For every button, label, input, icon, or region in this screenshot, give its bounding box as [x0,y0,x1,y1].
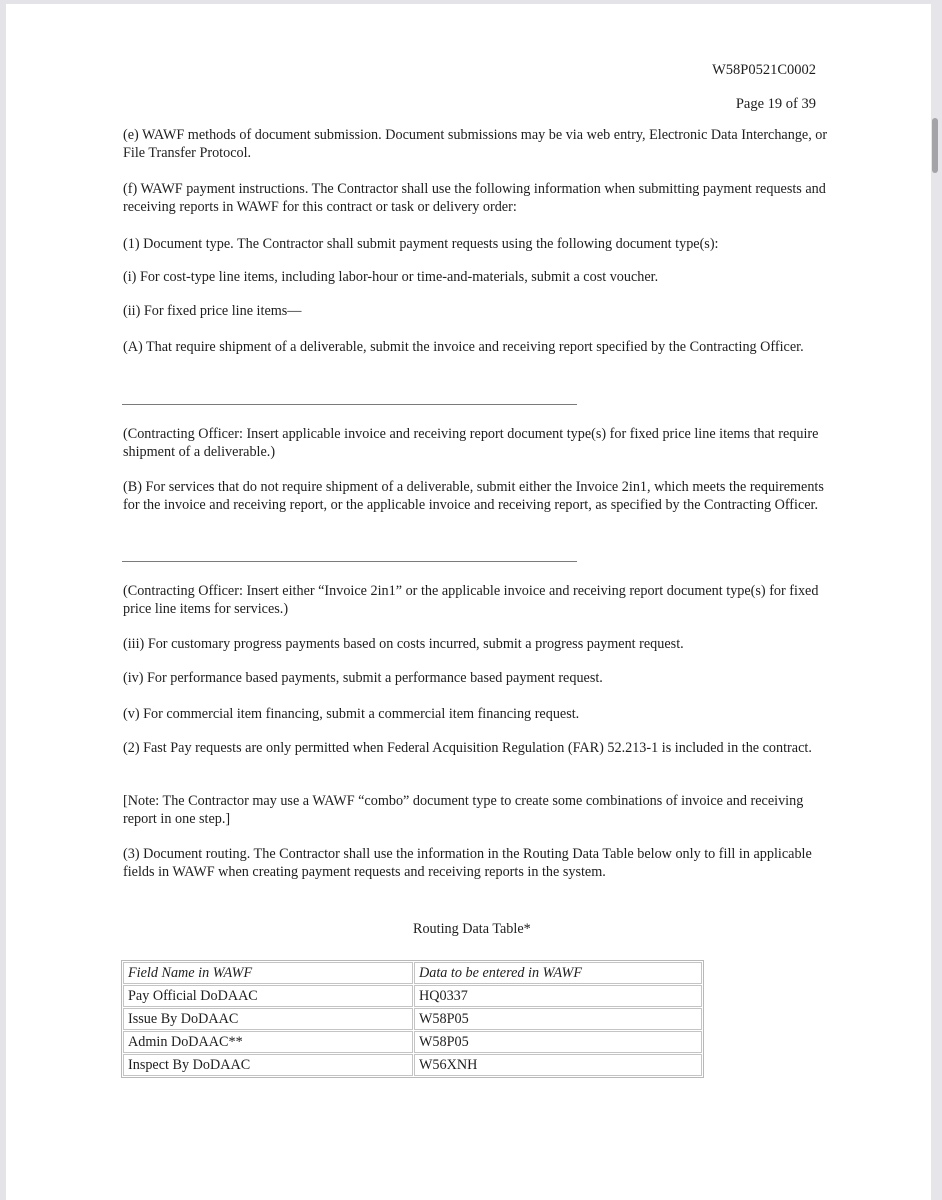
paragraph-e: (e) WAWF methods of document submission. Document submissions may be via web entry, Electronic Data Interchange, or File Transfer Protocol. [123,127,828,161]
paragraph-1-ii-B: (B) For services that do not require shipment of a deliverable, submit either the Invoice 2in1, which meets the requirements for the invoice and receiving report, or the applicable invoice and receiving report, as specified by the Contracting Officer. [123,479,824,513]
scrollbar-thumb[interactable] [932,118,938,173]
table-row [123,1054,702,1076]
field-value-cell: W58P05 [414,1008,702,1030]
table-row [123,1031,702,1053]
page-number: Page 19 of 39 [735,96,816,112]
fill-in-line-A [122,404,577,405]
routing-table-title: Routing Data Table* [413,921,531,937]
document-page [6,4,931,1200]
table-row [123,985,702,1007]
contracting-officer-note-A: (Contracting Officer: Insert applicable invoice and receiving report document type(s) for fixed price line items that require shipment of a deliverable.) [123,426,819,460]
field-name-cell: Issue By DoDAAC [123,1008,413,1030]
paragraph-2-fast-pay: (2) Fast Pay requests are only permitted when Federal Acquisition Regulation (FAR) 52.213-1 is included in the contract. [123,740,812,756]
fill-in-line-B [122,561,577,562]
paragraph-1-i: (i) For cost-type line items, including labor-hour or time-and-materials, submit a cost voucher. [123,269,659,285]
field-name-cell: Pay Official DoDAAC [123,985,413,1007]
paragraph-1-v: (v) For commercial item financing, submit a commercial item financing request. [123,706,580,722]
routing-data-table [121,960,704,1078]
field-value-cell: HQ0337 [414,985,702,1007]
vertical-scrollbar[interactable] [931,0,942,1200]
field-name-cell: Admin DoDAAC** [123,1031,413,1053]
paragraph-f: (f) WAWF payment instructions. The Contractor shall use the following information when submitting payment requests and receiving reports in WAWF for this contract or task or delivery order: [123,181,826,215]
contract-number: W58P0521C0002 [712,62,816,78]
paragraph-1-iv: (iv) For performance based payments, submit a performance based payment request. [123,670,603,686]
column-header-data: Data to be entered in WAWF [414,962,702,984]
field-value-cell: W56XNH [414,1054,702,1076]
paragraph-1-iii: (iii) For customary progress payments based on costs incurred, submit a progress payment request. [123,636,684,652]
table-header-row [123,962,702,984]
column-header-field-name: Field Name in WAWF [123,962,413,984]
field-name-cell: Inspect By DoDAAC [123,1054,413,1076]
paragraph-1-ii: (ii) For fixed price line items— [123,303,302,319]
contracting-officer-note-B: (Contracting Officer: Insert either “Invoice 2in1” or the applicable invoice and receiving report document type(s) for fixed price line items for services.) [123,583,819,617]
paragraph-3-document-routing: (3) Document routing. The Contractor shall use the information in the Routing Data Table below only to fill in applicable fields in WAWF when creating payment requests and receiving reports in the system. [123,846,812,880]
paragraph-note-combo: [Note: The Contractor may use a WAWF “combo” document type to create some combinations of invoice and receiving report in one step.] [123,793,804,827]
field-value-cell: W58P05 [414,1031,702,1053]
paragraph-1-ii-A: (A) That require shipment of a deliverable, submit the invoice and receiving report specified by the Contracting Officer. [123,339,804,355]
paragraph-1-document-type: (1) Document type. The Contractor shall submit payment requests using the following document type(s): [123,236,719,252]
table-row [123,1008,702,1030]
